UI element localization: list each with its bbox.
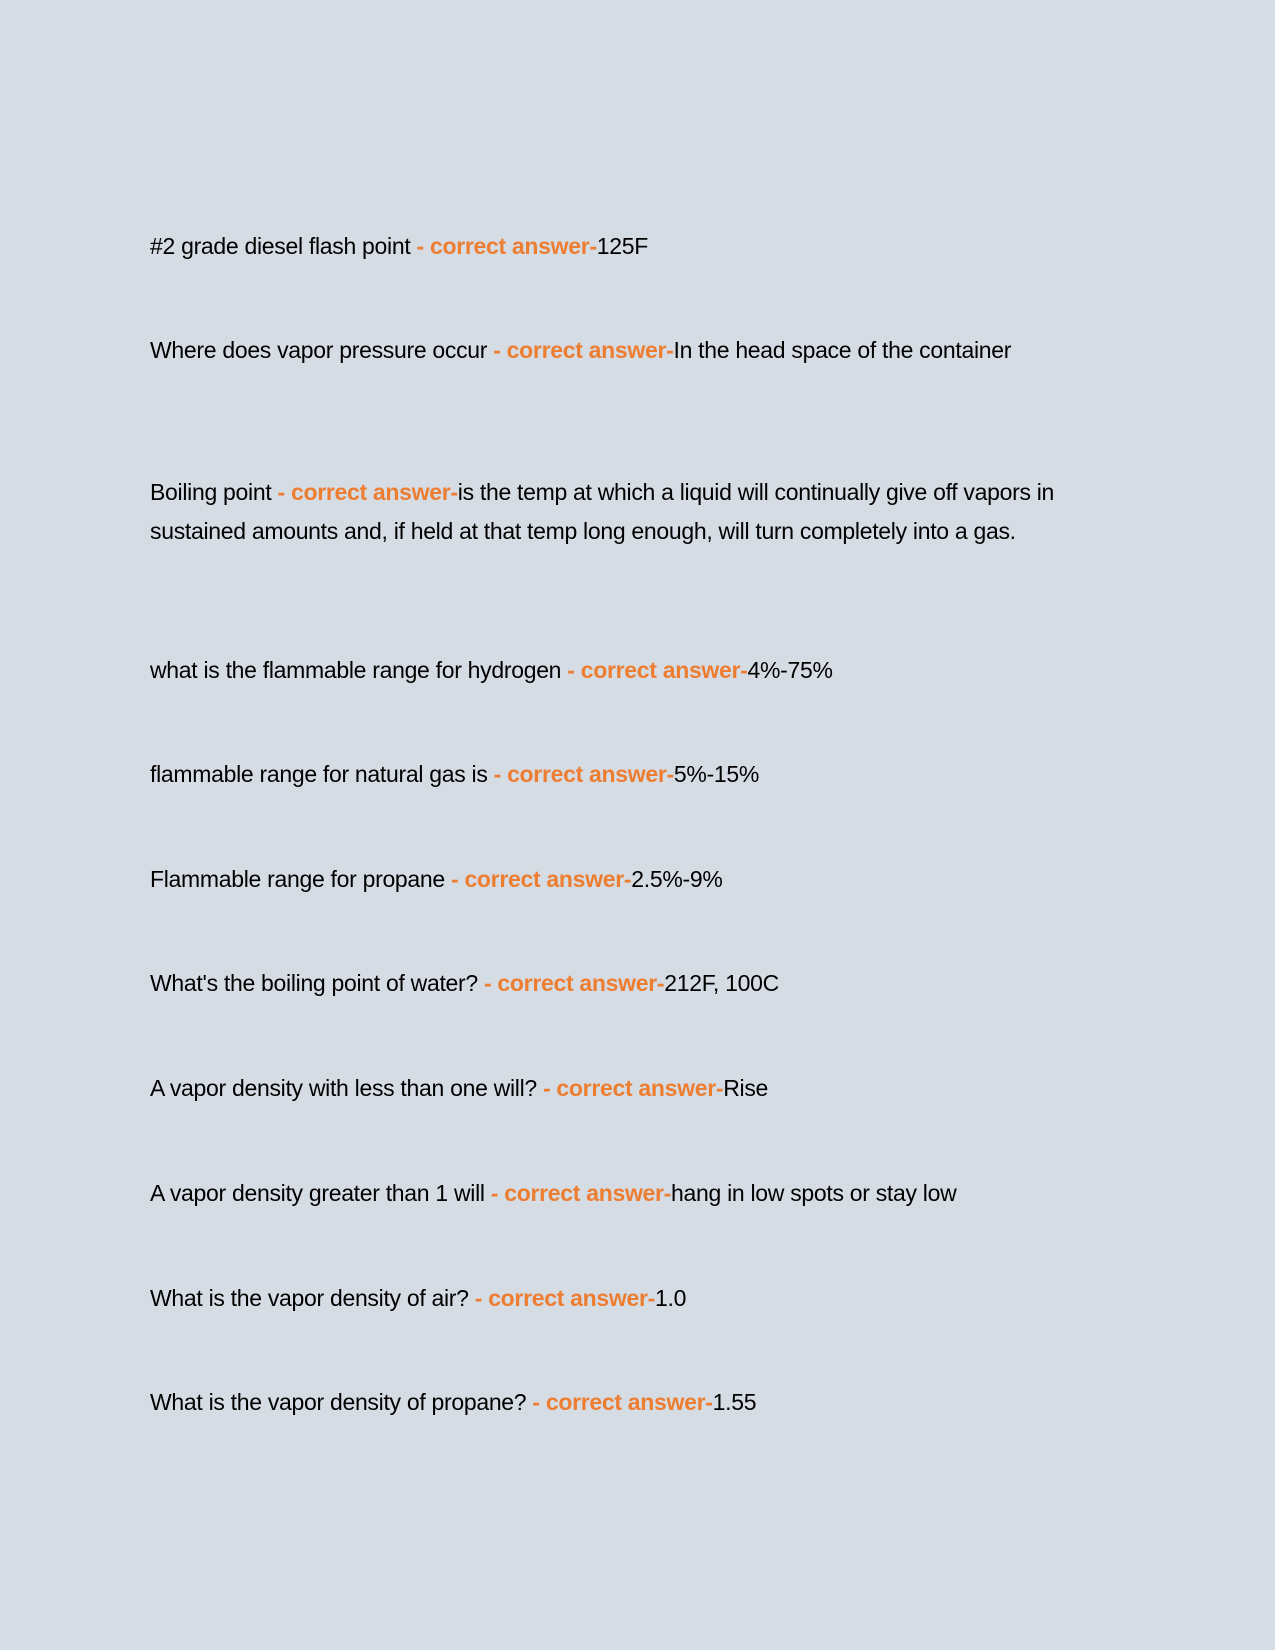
answer-text: Rise <box>723 1075 769 1101</box>
answer-text: 125F <box>596 233 648 259</box>
answer-separator: - correct answer- <box>271 479 458 505</box>
answer-text: hang in low spots or stay low <box>671 1180 957 1206</box>
answer-separator: - correct answer- <box>484 1180 672 1206</box>
qa-item <box>150 860 1140 899</box>
qa-item <box>150 227 1140 266</box>
qa-item <box>150 1069 1140 1108</box>
question-text: A vapor density with less than one will? <box>150 1075 537 1101</box>
answer-separator: - correct answer- <box>410 233 597 259</box>
answer-text: 5%-15% <box>673 761 760 787</box>
answer-text: 212F, 100C <box>664 970 779 996</box>
answer-separator: - correct answer- <box>468 1285 655 1311</box>
question-text: What's the boiling point of water? <box>150 970 478 996</box>
question-text: Where does vapor pressure occur <box>150 337 488 363</box>
answer-separator: - correct answer- <box>526 1389 713 1415</box>
qa-item <box>150 755 1140 794</box>
qa-item <box>150 1174 1140 1213</box>
qa-item <box>150 651 1140 690</box>
answer-text: 1.55 <box>712 1389 757 1415</box>
qa-item <box>150 1279 1140 1318</box>
question-text: #2 grade diesel flash point <box>150 233 411 259</box>
question-text: Boiling point <box>150 479 272 505</box>
answer-separator: - correct answer- <box>536 1075 724 1101</box>
answer-text: is the temp at which a liquid will continually give off vapors in sustained amounts and, if held at that temp long enough, will turn completely into a gas. <box>150 479 1055 544</box>
answer-text: 4%-75% <box>747 657 833 683</box>
qa-item <box>150 964 1140 1003</box>
question-text: Flammable range for propane <box>150 866 445 892</box>
answer-separator: - correct answer- <box>487 761 674 787</box>
question-text: flammable range for natural gas is <box>150 761 488 787</box>
question-text: What is the vapor density of air? <box>150 1285 469 1311</box>
answer-separator: - correct answer- <box>561 657 748 683</box>
answer-text: 1.0 <box>655 1285 687 1311</box>
answer-separator: - correct answer- <box>477 970 665 996</box>
qa-item <box>150 331 1140 370</box>
qa-item <box>150 1383 1140 1422</box>
question-text: what is the flammable range for hydrogen <box>150 657 562 683</box>
answer-text: 2.5%-9% <box>631 866 723 892</box>
answer-separator: - correct answer- <box>444 866 632 892</box>
question-text: What is the vapor density of propane? <box>150 1389 527 1415</box>
qa-item <box>150 473 1140 550</box>
question-text: A vapor density greater than 1 will <box>150 1180 485 1206</box>
answer-text: In the head space of the container <box>673 337 1012 363</box>
answer-separator: - correct answer- <box>487 337 674 363</box>
